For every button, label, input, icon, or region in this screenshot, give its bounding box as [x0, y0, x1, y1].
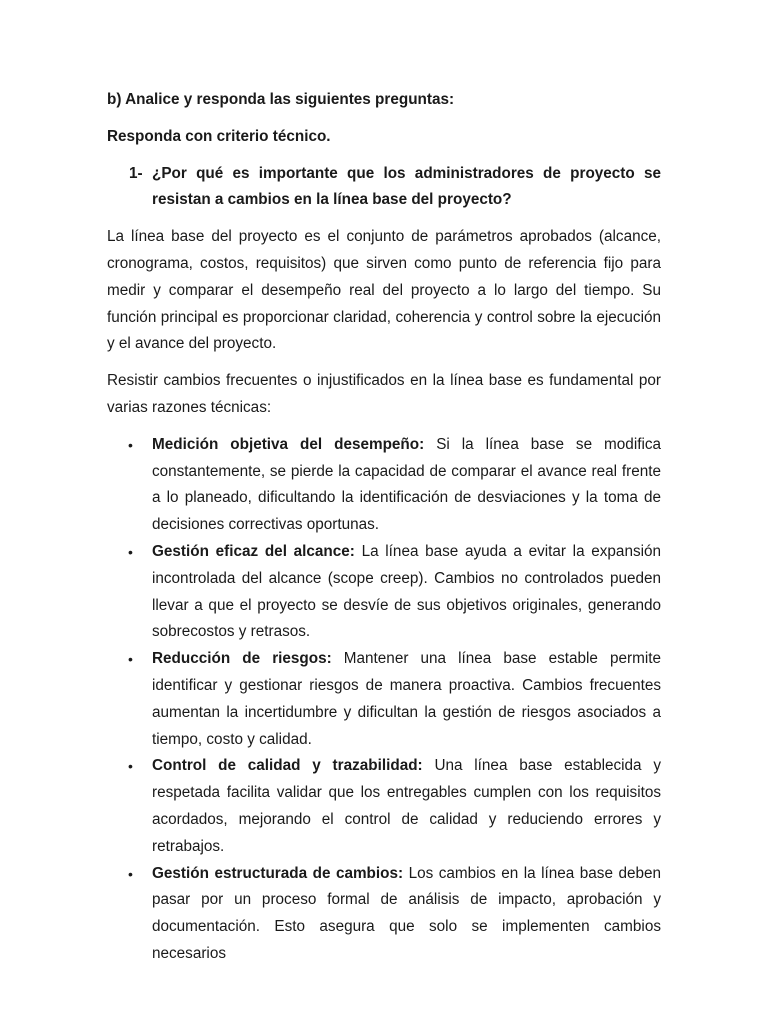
bullet-body [152, 432, 661, 539]
bullet-title: Reducción de riesgos: [152, 650, 332, 668]
bullet-icon: • [128, 651, 133, 668]
question-item [107, 161, 661, 215]
list-item [107, 753, 661, 860]
list-item [107, 861, 661, 968]
bullet-list [107, 432, 661, 968]
paragraph: Resistir cambios frecuentes o injustificados en la línea base es fundamental por varias razones técnicas: [107, 372, 661, 416]
bullet-body [152, 753, 661, 860]
bullet-icon: • [128, 758, 133, 775]
bullet-icon: • [128, 543, 133, 560]
bullet-text: Los cambios en la línea base deben pasar por un proceso formal de análisis de impacto, aprobación y documentación. Esto asegura que solo se implementen cambios necesarios [152, 864, 661, 962]
bullet-title: Control de calidad y trazabilidad: [152, 757, 423, 775]
bullet-body [152, 646, 661, 753]
question-text: ¿Por qué es importante que los administradores de proyecto se resistan a cambios en la línea base del proyecto? [152, 164, 661, 209]
bullet-icon: • [128, 436, 133, 453]
bullet-title: Medición objetiva del desempeño: [152, 435, 425, 453]
question-number: 1- [129, 164, 143, 182]
document-content [107, 87, 661, 968]
bullet-body [152, 861, 661, 968]
bullet-title: Gestión estructurada de cambios: [152, 864, 404, 882]
list-item [107, 646, 661, 753]
bullet-title: Gestión eficaz del alcance: [152, 542, 355, 560]
section-heading: b) Analice y responda las siguientes preguntas: [107, 91, 455, 108]
bullet-text: Una línea base establecida y respetada facilita validar que los entregables cumplen con los requisitos acordados, mejorando el control de calidad y reduciendo errores y retrabajos. [152, 757, 661, 855]
bullet-icon: • [128, 865, 133, 882]
bullet-body [152, 539, 661, 646]
paragraph: La línea base del proyecto es el conjunto de parámetros aprobados (alcance, cronograma, costos, requisitos) que sirven como punto de referencia fijo para medir y comparar el desempeño real del proyecto a lo largo del tiempo. Su función principal es proporcionar claridad, coherencia y control sobre la ejecución y el avance del proyecto. [107, 228, 661, 353]
list-item [107, 432, 661, 539]
bullet-text: Mantener una línea base estable permite identificar y gestionar riesgos de manera proactiva. Cambios frecuentes aumentan la incertidumbre y dificultan la gestión de riesgos asociados a tiempo, costo y calidad. [152, 650, 661, 748]
instruction-heading: Responda con criterio técnico. [107, 127, 331, 145]
bullet-text: La línea base ayuda a evitar la expansión incontrolada del alcance (scope creep). Cambios no controlados pueden llevar a que el proyecto se desvíe de sus objetivos originales, generando sobrecostos y retrasos. [152, 542, 662, 641]
bullet-text: Si la línea base se modifica constantemente, se pierde la capacidad de comparar el avance real frente a lo planeado, dificultando la identificación de desviaciones y la toma de decisiones correctivas oportunas. [152, 435, 662, 534]
list-item [107, 539, 661, 646]
